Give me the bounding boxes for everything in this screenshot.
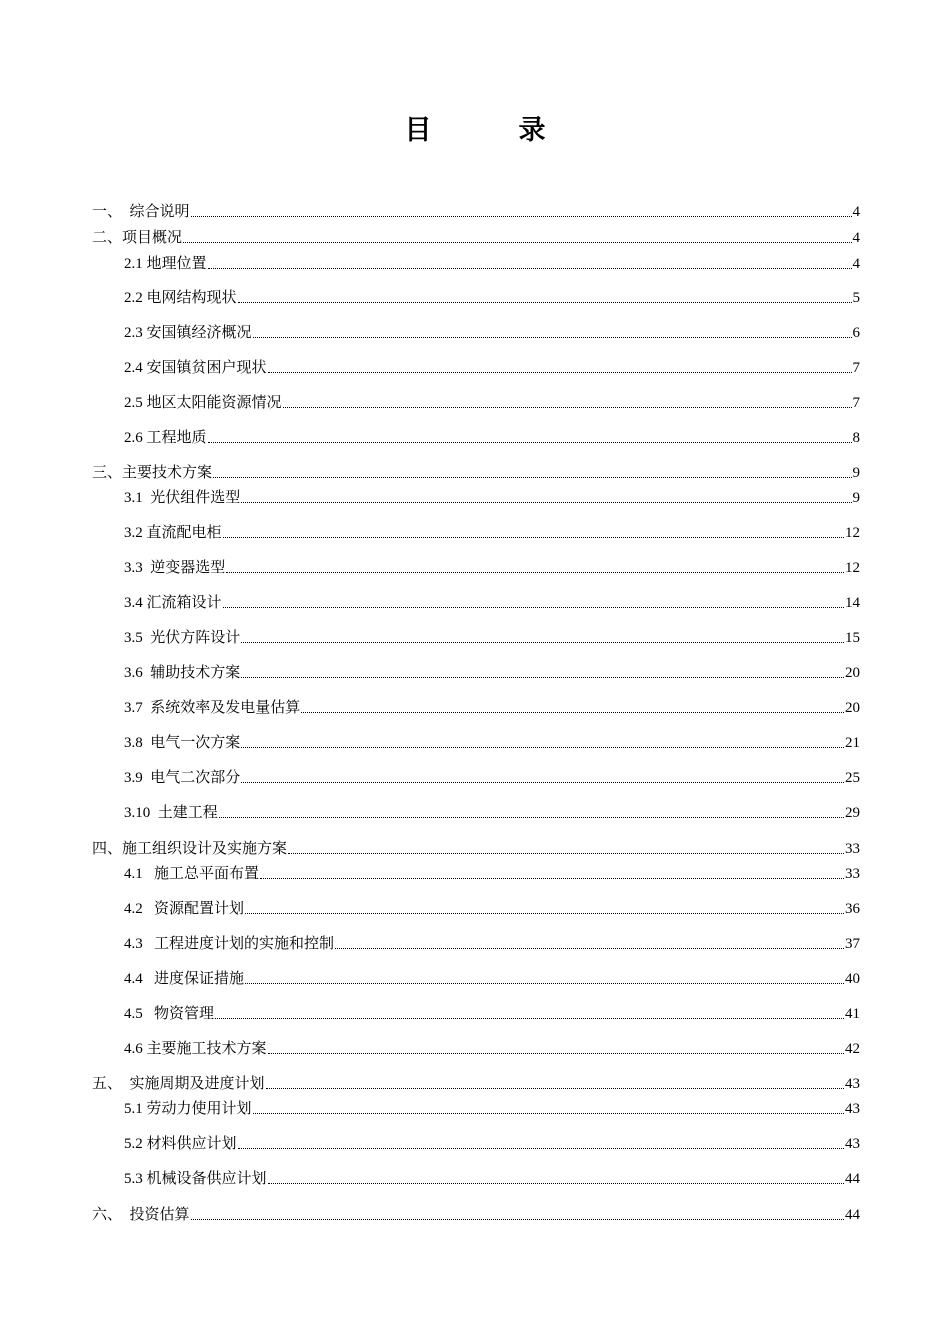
toc-entry-label: 三、主要技术方案 [92, 465, 213, 481]
toc-entry-page-number: 44 [845, 1207, 860, 1223]
toc-entry-label: 3.2 直流配电柜 [124, 525, 222, 541]
toc-entry-page-number: 4 [852, 256, 860, 272]
toc-dot-leader [241, 676, 844, 678]
toc-entry-page-number: 41 [845, 1006, 860, 1022]
toc-entry-page-number: 21 [845, 735, 860, 751]
toc-entry[interactable] [124, 594, 860, 612]
toc-entry[interactable] [124, 1040, 860, 1058]
toc-dot-leader [219, 816, 844, 818]
toc-entry[interactable] [124, 699, 860, 717]
toc-entry[interactable] [92, 203, 860, 221]
toc-entry-page-number: 14 [845, 595, 860, 611]
toc-entry-label: 3.3 逆变器选型 [124, 560, 226, 576]
toc-dot-leader [253, 336, 852, 338]
toc-entry-page-number: 43 [845, 1101, 860, 1117]
toc-entry[interactable] [124, 255, 860, 273]
toc-dot-leader [241, 641, 844, 643]
toc-entry-page-number: 12 [845, 560, 860, 576]
toc-entry-page-number: 4 [852, 204, 860, 220]
toc-dot-leader [268, 1052, 844, 1054]
toc-entry-label: 四、施工组织设计及实施方案 [92, 841, 288, 857]
toc-entry-label: 3.9 电气二次部分 [124, 770, 241, 786]
toc-entry[interactable] [124, 970, 860, 988]
toc-dot-leader [215, 1017, 844, 1019]
toc-entry-label: 3.1 光伏组件选型 [124, 490, 241, 506]
toc-entry[interactable] [124, 935, 860, 953]
toc-entry-page-number: 12 [845, 525, 860, 541]
toc-dot-leader [266, 1087, 844, 1089]
toc-entry-label: 4.3 工程进度计划的实施和控制 [124, 936, 335, 952]
toc-entry[interactable] [92, 1206, 860, 1224]
toc-entry-label: 4.2 资源配置计划 [124, 901, 245, 917]
toc-entry-label: 4.6 主要施工技术方案 [124, 1041, 267, 1057]
toc-entry-label: 4.5 物资管理 [124, 1006, 215, 1022]
toc-entry[interactable] [124, 359, 860, 377]
toc-entry-label: 3.6 辅助技术方案 [124, 665, 241, 681]
page-title: 目 录 [404, 115, 576, 146]
toc-dot-leader [288, 852, 844, 854]
toc-entry[interactable] [124, 804, 860, 822]
toc-entry-page-number: 44 [845, 1171, 860, 1187]
toc-entry[interactable] [124, 769, 860, 787]
toc-entry-label: 2.4 安国镇贫困户现状 [124, 360, 267, 376]
toc-dot-leader [245, 982, 844, 984]
toc-entry[interactable] [92, 464, 860, 482]
toc-entry-page-number: 7 [852, 395, 860, 411]
toc-entry-label: 一、 综合说明 [92, 204, 190, 220]
toc-dot-leader [191, 1218, 844, 1220]
toc-dot-leader [241, 781, 844, 783]
toc-entry-page-number: 8 [852, 430, 860, 446]
toc-entry[interactable] [92, 840, 860, 858]
toc-entry-page-number: 43 [845, 1136, 860, 1152]
toc-entry-label: 3.8 电气一次方案 [124, 735, 241, 751]
toc-entry-page-number: 36 [845, 901, 860, 917]
toc-dot-leader [238, 1147, 844, 1149]
toc-dot-leader [253, 1112, 844, 1114]
toc-entry-label: 2.2 电网结构现状 [124, 290, 237, 306]
toc-entry[interactable] [124, 429, 860, 447]
toc-entry[interactable] [124, 1005, 860, 1023]
toc-entry-label: 3.4 汇流箱设计 [124, 595, 222, 611]
toc-entry[interactable] [124, 734, 860, 752]
toc-entry-page-number: 20 [845, 700, 860, 716]
toc-entry-page-number: 15 [845, 630, 860, 646]
toc-dot-leader [223, 606, 844, 608]
toc-entry-label: 二、项目概况 [92, 230, 183, 246]
toc-entry[interactable] [92, 229, 860, 247]
toc-dot-leader [260, 877, 844, 879]
toc-entry-page-number: 40 [845, 971, 860, 987]
toc-entry-label: 5.3 机械设备供应计划 [124, 1171, 267, 1187]
toc-dot-leader [191, 215, 852, 217]
toc-dot-leader [223, 536, 844, 538]
toc-entry[interactable] [124, 289, 860, 307]
toc-entry-label: 5.1 劳动力使用计划 [124, 1101, 252, 1117]
toc-entry[interactable] [92, 1075, 860, 1093]
toc-entry-label: 5.2 材料供应计划 [124, 1136, 237, 1152]
toc-entry-label: 2.3 安国镇经济概况 [124, 325, 252, 341]
toc-entry[interactable] [124, 394, 860, 412]
toc-entry-label: 4.1 施工总平面布置 [124, 866, 260, 882]
toc-dot-leader [335, 947, 844, 949]
toc-dot-leader [241, 746, 844, 748]
toc-entry-label: 2.1 地理位置 [124, 256, 207, 272]
toc-entry[interactable] [124, 900, 860, 918]
toc-entry-label: 3.5 光伏方阵设计 [124, 630, 241, 646]
toc-dot-leader [241, 501, 851, 503]
toc-dot-leader [208, 267, 852, 269]
toc-entry-page-number: 4 [852, 230, 860, 246]
toc-entry-page-number: 9 [852, 490, 860, 506]
toc-dot-leader [226, 571, 844, 573]
toc-entry-page-number: 9 [852, 465, 860, 481]
toc-entry-label: 3.10 土建工程 [124, 805, 218, 821]
toc-entry-label: 2.5 地区太阳能资源情况 [124, 395, 282, 411]
toc-entry[interactable] [124, 489, 860, 507]
toc-dot-leader [213, 476, 851, 478]
toc-entry[interactable] [124, 524, 860, 542]
toc-dot-leader [183, 241, 851, 243]
toc-entry-label: 3.7 系统效率及发电量估算 [124, 700, 301, 716]
toc-entry[interactable] [124, 559, 860, 577]
toc-entry[interactable] [124, 1135, 860, 1153]
toc-entry[interactable] [124, 664, 860, 682]
toc-entry[interactable] [124, 865, 860, 883]
toc-entry[interactable] [124, 1100, 860, 1118]
toc-entry-page-number: 33 [845, 841, 860, 857]
toc-entry-page-number: 20 [845, 665, 860, 681]
toc-entry-label: 六、 投资估算 [92, 1207, 190, 1223]
toc-entry-page-number: 7 [852, 360, 860, 376]
toc-entry-label: 4.4 进度保证措施 [124, 971, 245, 987]
toc-entry-page-number: 43 [845, 1076, 860, 1092]
toc-entry[interactable] [124, 324, 860, 342]
toc-entry-label: 五、 实施周期及进度计划 [92, 1076, 265, 1092]
toc-entry-page-number: 42 [845, 1041, 860, 1057]
toc-dot-leader [268, 1182, 844, 1184]
toc-dot-leader [238, 301, 852, 303]
toc-entry[interactable] [124, 1170, 860, 1188]
toc-dot-leader [301, 711, 844, 713]
toc-entry[interactable] [124, 629, 860, 647]
toc-dot-leader [245, 912, 844, 914]
toc-entry-page-number: 25 [845, 770, 860, 786]
toc-entry-page-number: 6 [852, 325, 860, 341]
toc-dot-leader [283, 406, 852, 408]
toc-entry-label: 2.6 工程地质 [124, 430, 207, 446]
toc-dot-leader [268, 371, 852, 373]
toc-dot-leader [208, 441, 852, 443]
toc-entry-page-number: 29 [845, 805, 860, 821]
toc-entry-page-number: 37 [845, 936, 860, 952]
toc-entry-page-number: 33 [845, 866, 860, 882]
toc-entry-page-number: 5 [852, 290, 860, 306]
